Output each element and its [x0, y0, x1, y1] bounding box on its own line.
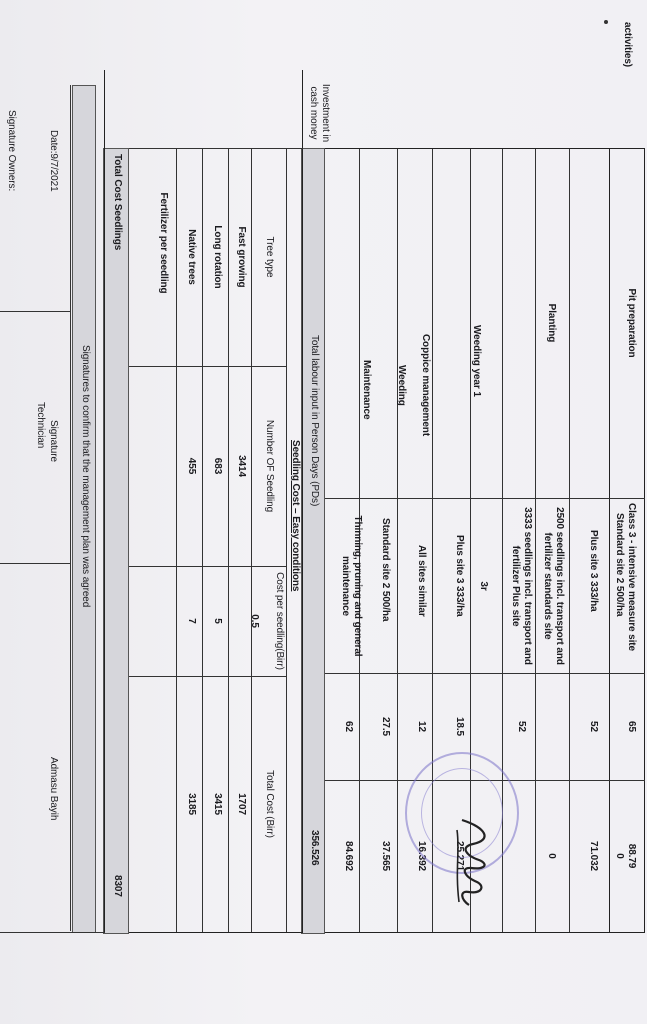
labour-activity: Weeding	[396, 365, 407, 406]
seedling-total: 1707	[236, 793, 247, 815]
col-cost: Cost per seedling(Birr)	[274, 572, 285, 670]
seedling-type: Fertilizer per seedling	[158, 192, 169, 294]
seedling-total-band	[103, 148, 129, 934]
seedling-number: 683	[212, 457, 223, 475]
labour-total: 0	[614, 853, 625, 859]
labour-pd: 52	[588, 721, 599, 732]
labour-total: 88.79	[626, 843, 637, 869]
labour-total: 84.692	[343, 841, 354, 871]
seedling-total-label: Total Cost Seedlings	[112, 154, 123, 251]
labour-total-value: 356.526	[309, 830, 320, 866]
labour-condition: Thinning, pruning and general maintenance	[340, 515, 363, 657]
agree-text: Signatures to confirm that the management plan was agreed	[80, 345, 91, 608]
speck	[604, 20, 608, 24]
seedling-cost: 7	[186, 618, 197, 624]
seedling-cost: 5	[212, 618, 223, 624]
seedling-cost: 0.5	[249, 614, 260, 628]
labour-activity: Weeding year 1	[471, 325, 482, 397]
labour-total: 0	[546, 853, 557, 859]
seedling-total-value: 8307	[112, 875, 123, 897]
technician-label: Technician	[35, 402, 46, 449]
labour-pd: 18.5	[454, 716, 465, 737]
labour-condition: 3r	[478, 581, 489, 591]
labour-condition: Class 3 - intensive measure site	[626, 503, 637, 651]
labour-pd: 62	[343, 721, 354, 732]
col-number: Number OF Seedling	[264, 419, 275, 513]
signature-owners-label: Signature Owners:	[6, 110, 17, 192]
labour-pd: 52	[516, 721, 527, 732]
signature-label: Signature	[48, 420, 59, 462]
activities-heading: activities)	[622, 22, 633, 68]
seedling-type: Long rotation	[212, 225, 223, 289]
seedling-number: 3414	[236, 455, 247, 477]
seedling-title: Seedling Cost – Easy conditions	[290, 440, 301, 592]
labour-pd: 27.5	[380, 716, 391, 737]
labour-condition: 3333 seedlings incl. transport and fertilizer Plus site	[510, 507, 533, 665]
labour-total: 37.565	[380, 841, 391, 871]
date-text: Date:9/7/2021	[48, 130, 59, 192]
labour-condition: Standard site 2 500/ha	[380, 518, 391, 622]
labour-condition: Standard site 2 500/ha	[614, 513, 625, 617]
labour-condition: All sites similar	[416, 545, 427, 617]
labour-pd: 65	[626, 721, 637, 732]
labour-total: 25.271	[454, 841, 465, 871]
seedling-type: Fast growing	[236, 226, 247, 288]
labour-activity: Pit preparation	[626, 288, 637, 358]
labour-activity: Coppice management	[420, 333, 431, 437]
seedling-type: Native trees	[186, 229, 197, 285]
labour-total-band	[301, 148, 325, 934]
investment-label: Investment in cash money	[308, 83, 331, 143]
labour-condition: Plus site 3 333/ha	[454, 535, 465, 617]
labour-total: 16.392	[416, 841, 427, 871]
labour-condition: Plus site 3 333/ha	[588, 530, 599, 612]
labour-total-label: Total labour input in Person Days (PDs)	[309, 335, 320, 507]
technician-name: Admasu Bayih	[48, 757, 59, 821]
labour-activity: Maintenance	[361, 360, 372, 420]
labour-condition: 2500 seedlings incl. transport and fertilizer standards site	[542, 507, 565, 665]
seedling-number: 455	[186, 457, 197, 475]
seedling-total: 3185	[186, 793, 197, 815]
col-total: Total Cost (Birr)	[264, 770, 275, 838]
labour-activity: Planting	[546, 303, 557, 343]
seedling-total: 3415	[212, 793, 223, 815]
col-tree-type: Tree type	[264, 236, 275, 278]
labour-total: 71.032	[588, 841, 599, 871]
labour-pd: 12	[416, 721, 427, 732]
handwritten-signature	[447, 810, 507, 910]
